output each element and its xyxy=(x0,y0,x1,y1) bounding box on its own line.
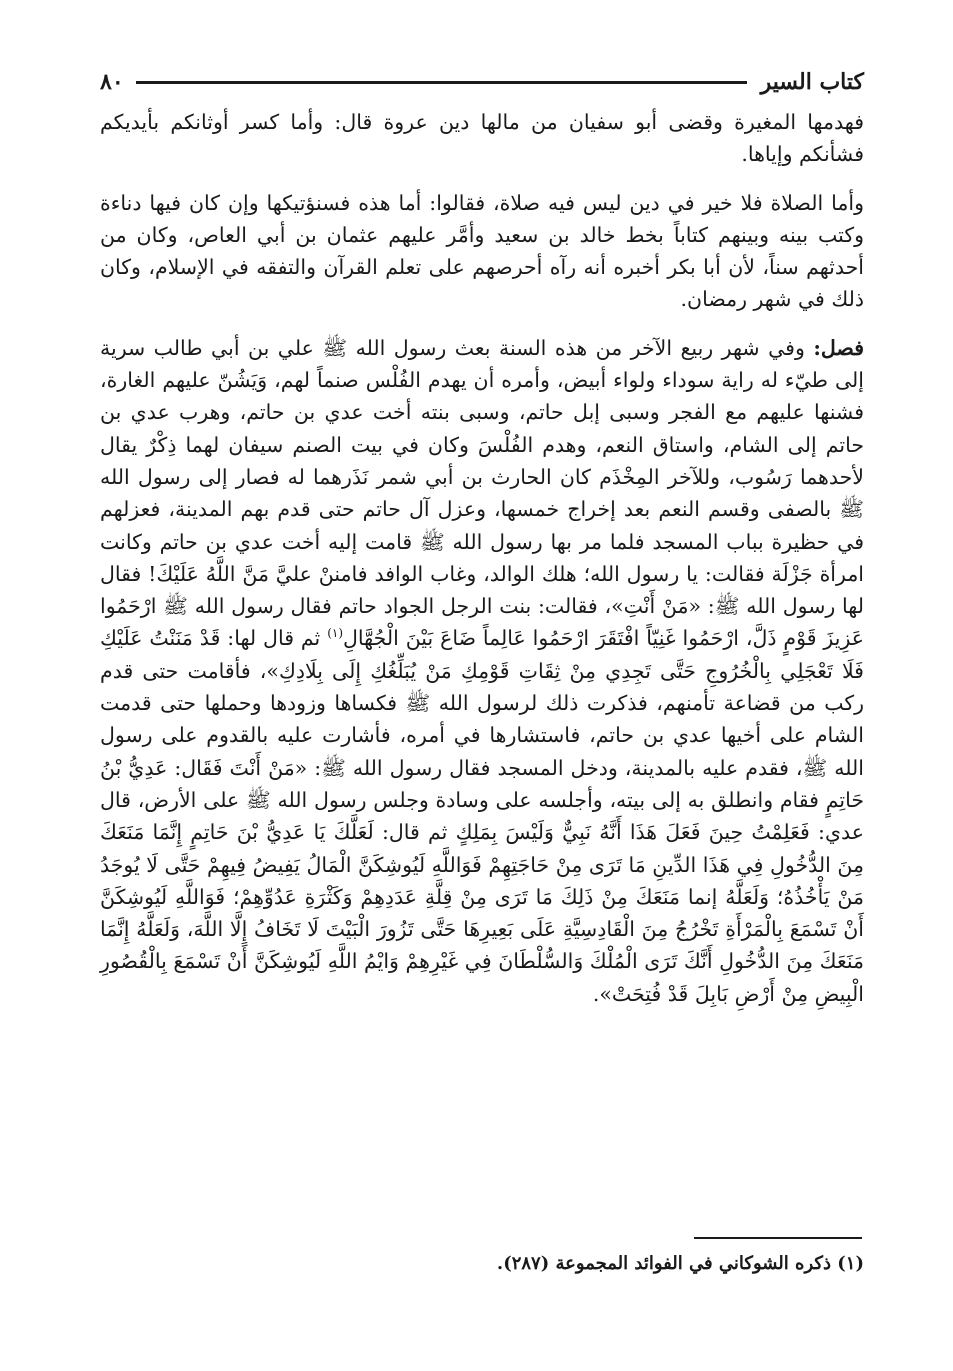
footnote-reference: (١) xyxy=(327,626,344,641)
footnote: (١) ذكره الشوكاني في الفوائد المجموعة (٢٨٧). xyxy=(496,1253,864,1274)
page-header xyxy=(100,62,864,102)
page-number: ٨٠ xyxy=(100,69,124,95)
section-label: فصل: xyxy=(813,335,864,360)
footnote-divider xyxy=(694,1237,862,1239)
paragraph-3-part-a: وفي شهر ربيع الآخر من هذه السنة بعث رسول الله ﷺ علي بن أبي طالب سرية إلى طيّء له راية سوداء ولواء أبيض، وأمره أن يهدم الفُلْس صنماً لهم، وَيَشُنّ عليهم الغارة، فشنها عليهم مع الفجر وسبى إبل حاتم، وسبى بنته أخت عدي بن حاتم، وهرب عدي بن حاتم إلى الشام، واستاق النعم، وهدم الفُلْسَ وكان في بيت الصنم سيفان لهما ذِكْرٌ يقال لأحدهما رَسُوب، وللآخر المِخْذَم كان الحارث بن أبي شمر نَذَرهما له فصار إلى رسول الله ﷺ بالصفى وقسم النعم بعد إخراج خمسها، وعزل آل حاتم حتى قدم بهم المدينة، فعزلهم في حظيرة بباب المسجد فلما مر بها رسول الله ﷺ قامت إليه أخت عدي بن حاتم وكانت امرأة جَزْلَة فقالت: يا رسول الله؛ هلك الوالد، وغاب الوافد فامننْ عليَّ مَنَّ اللَّهُ عَلَيْكَ! فقال لها رسول الله ﷺ: «مَنْ أَنْتِ»، فقالت: بنت الرجل الجواد حاتم فقال رسول الله ﷺ ارْحَمُوا عَزِيزَ قَوْمٍ ذَلَّ، ارْحَمُوا غَنِيّاً افْتَقَرَ ارْحَمُوا عَالِماً ضَاعَ بَيْنَ الْجُهَّالِ xyxy=(100,335,864,651)
header-rule xyxy=(136,81,747,84)
book-title: كتاب السير xyxy=(760,69,864,95)
paragraph-3-part-b: ثم قال لها: قَدْ مَنَنْتُ عَلَيْكِ فَلَا تَعْجَلِي بِالْخُرُوجِ حَتَّى تَجِدِي مِنْ ثِقَاتِ قَوْمِكِ مَنْ يُبَلِّغُكِ إِلَى بِلَادِكِ»، فأقامت حتى قدم ركب من قضاعة تأمنهم، فذكرت ذلك لرسول الله ﷺ فكساها وزودها وحملها حتى قدمت الشام على أخيها عدي بن حاتم، فاستشارها في أمره، فأشارت عليه بالقدوم على رسول الله ﷺ، فقدم عليه بالمدينة، ودخل المسجد فقال رسول الله ﷺ: «مَنْ أَنْتَ فَقَال: عَدِيُّ بْنُ حَاتِمٍ فقام وانطلق به إلى بيته، وأجلسه على وسادة وجلس رسول الله ﷺ على الأرض، قال عدي: فَعَلِمْتُ حِينَ فَعَلَ هَذَا أَنَّهُ نَبِيٌّ وَلَيْسَ بِمَلِكٍ ثم قال: لَعَلَّكَ يَا عَدِيُّ بْنَ حَاتِمٍ إِنَّمَا مَنَعَكَ مِنَ الدُّخُولِ فِي هَذَا الدِّينِ مَا تَرَى مِنْ حَاجَتِهِمْ فَوَاللَّهِ لَيُوشِكَنَّ الْمَالُ يَفِيضُ فِيهِمْ حَتَّى لَا يُوجَدُ مَنْ يَأْخُذُهُ؛ وَلَعَلَّهُ إنما مَنَعَكَ مِنْ ذَلِكَ مَا تَرَى مِنْ قِلَّةِ عَدَدِهِمْ وَكَثْرَةِ عَدُوِّهِمْ؛ فَوَاللَّهِ لَيُوشِكَنَّ أَنْ تَسْمَعَ بِالْمَرْأَةِ تَخْرُجُ مِنَ الْقَادِسِيَّةِ عَلَى بَعِيرِهَا حَتَّى تَزُورَ الْبَيْتَ لَا تَخَافُ إِلَّا اللَّهَ، وَلَعَلَّهُ إِنَّمَا مَنَعَكَ مِنَ الدُّخُولِ أَنَّكَ تَرَى الْمُلْكَ وَالسُّلْطَانَ فِي غَيْرِهِمْ وَايْمُ اللَّهِ لَيُوشِكَنَّ أَنْ تَسْمَعَ بِالْقُصُورِ الْبِيضِ مِنْ أَرْضِ بَابِلَ قَدْ فُتِحَتْ». xyxy=(100,626,864,1006)
paragraph-3 xyxy=(100,332,864,1010)
paragraph-2: وأما الصلاة فلا خير في دين ليس فيه صلاة، فقالوا: أما هذه فسنؤتيكها وإن كان فيها دناءة وكتب بينه وبينهم كتاباً بخط خالد بن سعيد وأمَّر عليهم عثمان بن أبي العاص، وكان من أحدثهم سناً، لأن أبا بكر أخبره أنه رآه أحرصهم على تعلم القرآن والتفقه في الإسلام، وكان ذلك في شهر رمضان. xyxy=(100,190,864,312)
paragraph-1: فهدمها المغيرة وقضى أبو سفيان من مالها دين عروة قال: وأما كسر أوثانكم بأيديكم فشأنكم وإياها. xyxy=(100,110,864,167)
body-text xyxy=(100,106,864,1010)
